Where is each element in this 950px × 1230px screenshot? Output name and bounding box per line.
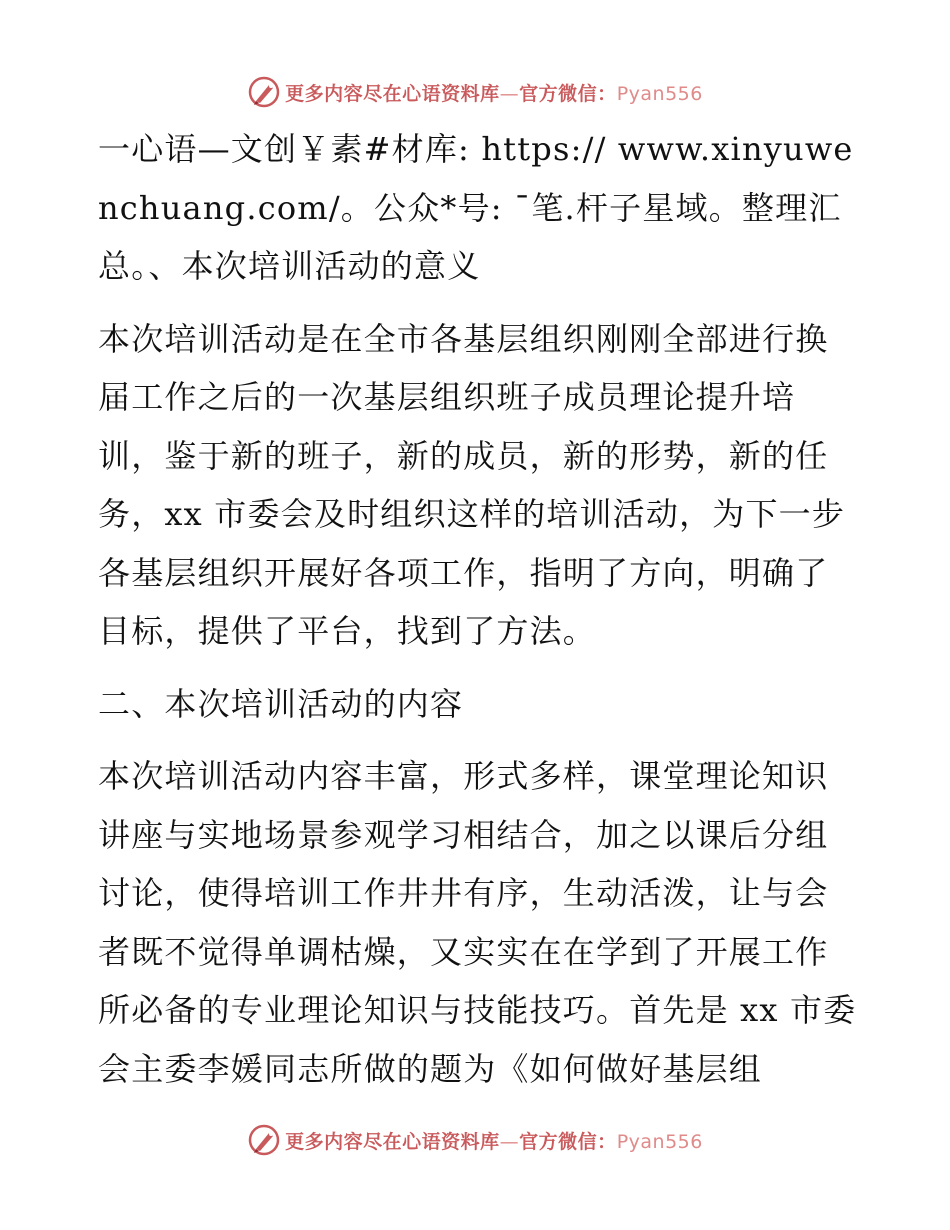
- header-brand-text: 更多内容尽在心语资料库: [285, 82, 500, 105]
- pen-logo-icon: [247, 1123, 281, 1157]
- header-separator: —: [499, 82, 520, 105]
- footer-channel-text: 官方微信：: [519, 1130, 617, 1153]
- section-heading-content: 二、本次培训活动的内容: [98, 684, 464, 723]
- document-body: [98, 120, 858, 1098]
- footer-brand-text: 更多内容尽在心语资料库: [285, 1130, 500, 1153]
- paragraph-significance: 本次培训活动是在全市各基层组织刚刚全部进行换届工作之后的一次基层组织班子成员理论提升培训，鉴于新的班子，新的成员，新的形势，新的任务，xx 市委会及时组织这样的培训活动，为下一步各基层组织开展好各项工作，指明了方向，明确了目标，提供了平台，找到了方法。: [98, 319, 846, 650]
- header-wechat-id: Pyan556: [616, 82, 703, 105]
- footer-separator: —: [499, 1130, 520, 1153]
- header-channel-text: 官方微信：: [519, 82, 617, 105]
- pen-logo-icon: [247, 75, 281, 109]
- footer-banner: [0, 1120, 950, 1160]
- header-banner: [0, 72, 950, 112]
- footer-banner-text: [285, 1127, 703, 1154]
- intro-paragraph: 一心语—文创￥素#材库: https:// www.xinyuwenchuang.com/。公众*号: ¯笔.杆子星域。整理汇总。、本次培训活动的意义: [98, 130, 854, 285]
- footer-wechat-id: Pyan556: [616, 1130, 703, 1153]
- header-banner-text: [285, 79, 703, 106]
- paragraph-content: 本次培训活动内容丰富，形式多样，课堂理论知识讲座与实地场景参观学习相结合，加之以课后分组讨论，使得培训工作井井有序，生动活泼，让与会者既不觉得单调枯燥，又实实在在学到了开展工作所必备的专业理论知识与技能技巧。首先是 xx 市委会主委李媛同志所做的题为《如何做好基层组: [98, 757, 857, 1088]
